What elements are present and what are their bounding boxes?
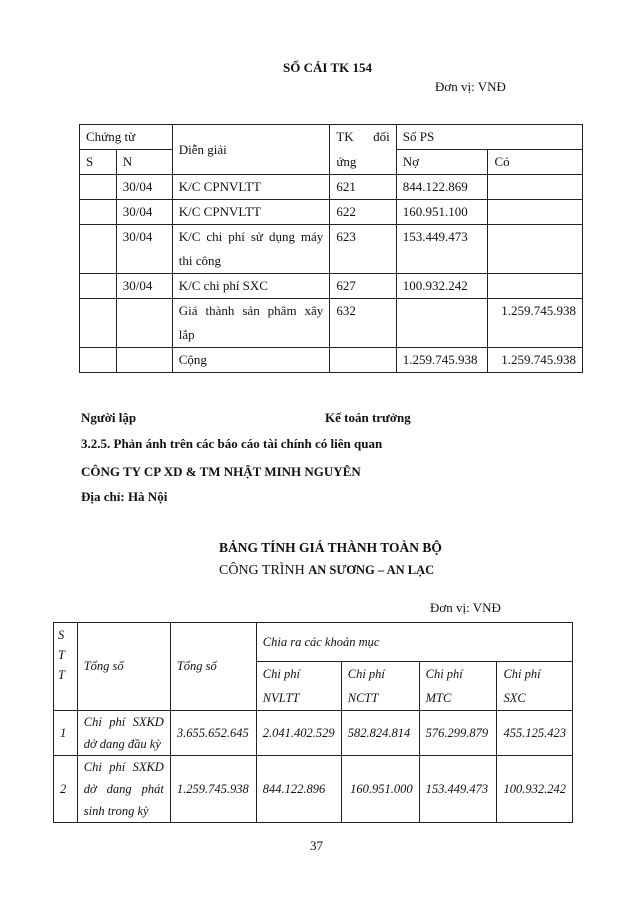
cell-tk: 622 [330,200,396,225]
cell-tk: 627 [330,274,396,299]
header-stt [54,623,78,711]
cell-n: 30/04 [116,225,172,274]
cell-co [488,200,583,225]
subtitle-part-a: CÔNG TRÌNH [219,563,305,578]
cell-tk: 623 [330,225,396,274]
header-dien-giai: Diễn giải [172,125,330,175]
stt-t2: T [58,668,65,682]
cell-stt: 2 [54,756,78,823]
cell-mtc: 153.449.473 [419,756,497,823]
cell-s [80,225,117,274]
cell-total: 3.655.652.645 [170,711,256,756]
cell-desc: Cộng [172,348,330,373]
cell-no [396,299,488,348]
section-heading: 3.2.5. Phản ánh trên các báo cáo tài chính có liên quan [81,436,383,451]
cell-co [488,225,583,274]
cost-table [53,622,573,823]
cell-s [80,299,117,348]
cell-co [488,274,583,299]
cost-table-unit: Đơn vị: VNĐ [430,600,501,615]
cell-no: 1.259.745.938 [396,348,488,373]
header-sxc: Chi phí SXC [497,662,573,711]
cell-desc: K/C chi phí sử dụng máy thi công [172,225,330,274]
cell-no: 844.122.869 [396,175,488,200]
ledger-unit: Đơn vị: VNĐ [435,79,506,94]
header-chung-tu: Chứng từ [80,125,173,150]
header-co: Có [488,150,583,175]
cost-table-title: BẢNG TÍNH GIÁ THÀNH TOÀN BỘ [219,540,442,555]
cell-nctt: 582.824.814 [341,711,419,756]
cell-n: 30/04 [116,175,172,200]
header-so-ps: Số PS [396,125,582,150]
header-n: N [116,150,172,175]
cell-total: 1.259.745.938 [170,756,256,823]
table-row [80,274,583,299]
cell-desc: K/C CPNVLTT [172,200,330,225]
signature-preparer: Người lập [81,410,137,425]
subtitle-part-b: AN SƯƠNG – AN LẠC [308,563,435,577]
cell-nctt: 160.951.000 [341,756,419,823]
signature-chief-accountant: Kế toán trưởng [325,410,411,425]
cell-n [116,299,172,348]
cell-co [488,175,583,200]
cell-desc: K/C chi phí SXC [172,274,330,299]
cell-name: Chi phí SXKD dở dang đầu kỳ [77,711,170,756]
cell-s [80,200,117,225]
cell-co: 1.259.745.938 [488,299,583,348]
cell-mtc: 576.299.879 [419,711,497,756]
cell-nvltt: 2.041.402.529 [256,711,341,756]
header-s: S [80,150,117,175]
cell-sxc: 455.125.423 [497,711,573,756]
cell-tk: 632 [330,299,396,348]
cell-tk: 621 [330,175,396,200]
ledger-table [79,124,583,373]
cell-n [116,348,172,373]
header-tong-so-1: Tổng số [77,623,170,711]
header-tk-doi: TK đối [330,125,396,150]
ledger-title: SỔ CÁI TK 154 [283,60,372,75]
table-row [80,299,583,348]
cell-n: 30/04 [116,200,172,225]
cost-table-subtitle [219,563,434,579]
cell-co: 1.259.745.938 [488,348,583,373]
stt-s: S [58,628,65,642]
cell-desc: K/C CPNVLTT [172,175,330,200]
table-row [80,175,583,200]
cell-no: 100.932.242 [396,274,488,299]
cell-s [80,348,117,373]
header-tong-so-2: Tổng số [170,623,256,711]
company-address: Địa chỉ: Hà Nội [81,489,168,504]
page-number: 37 [310,838,323,853]
company-name: CÔNG TY CP XD & TM NHẬT MINH NGUYÊN [81,464,361,479]
cell-stt: 1 [54,711,78,756]
header-mtc: Chi phí MTC [419,662,497,711]
table-row [80,200,583,225]
table-row [54,711,573,756]
cell-tk [330,348,396,373]
cell-desc: Giá thành sản phâm xây lắp [172,299,330,348]
cell-no: 153.449.473 [396,225,488,274]
table-row [54,756,573,823]
cell-n: 30/04 [116,274,172,299]
header-nvltt: Chi phí NVLTT [256,662,341,711]
header-no: Nợ [396,150,488,175]
cell-s [80,175,117,200]
cell-name: Chi phí SXKD dở dang phát sinh trong kỳ [77,756,170,823]
table-row-total [80,348,583,373]
table-row [80,225,583,274]
header-chia-ra: Chia ra các khoản mục [256,623,572,662]
cell-nvltt: 844.122.896 [256,756,341,823]
cell-s [80,274,117,299]
header-tk-ung: ứng [330,150,396,175]
cell-sxc: 100.932.242 [497,756,573,823]
header-nctt: Chi phí NCTT [341,662,419,711]
cell-no: 160.951.100 [396,200,488,225]
stt-t1: T [58,648,65,662]
